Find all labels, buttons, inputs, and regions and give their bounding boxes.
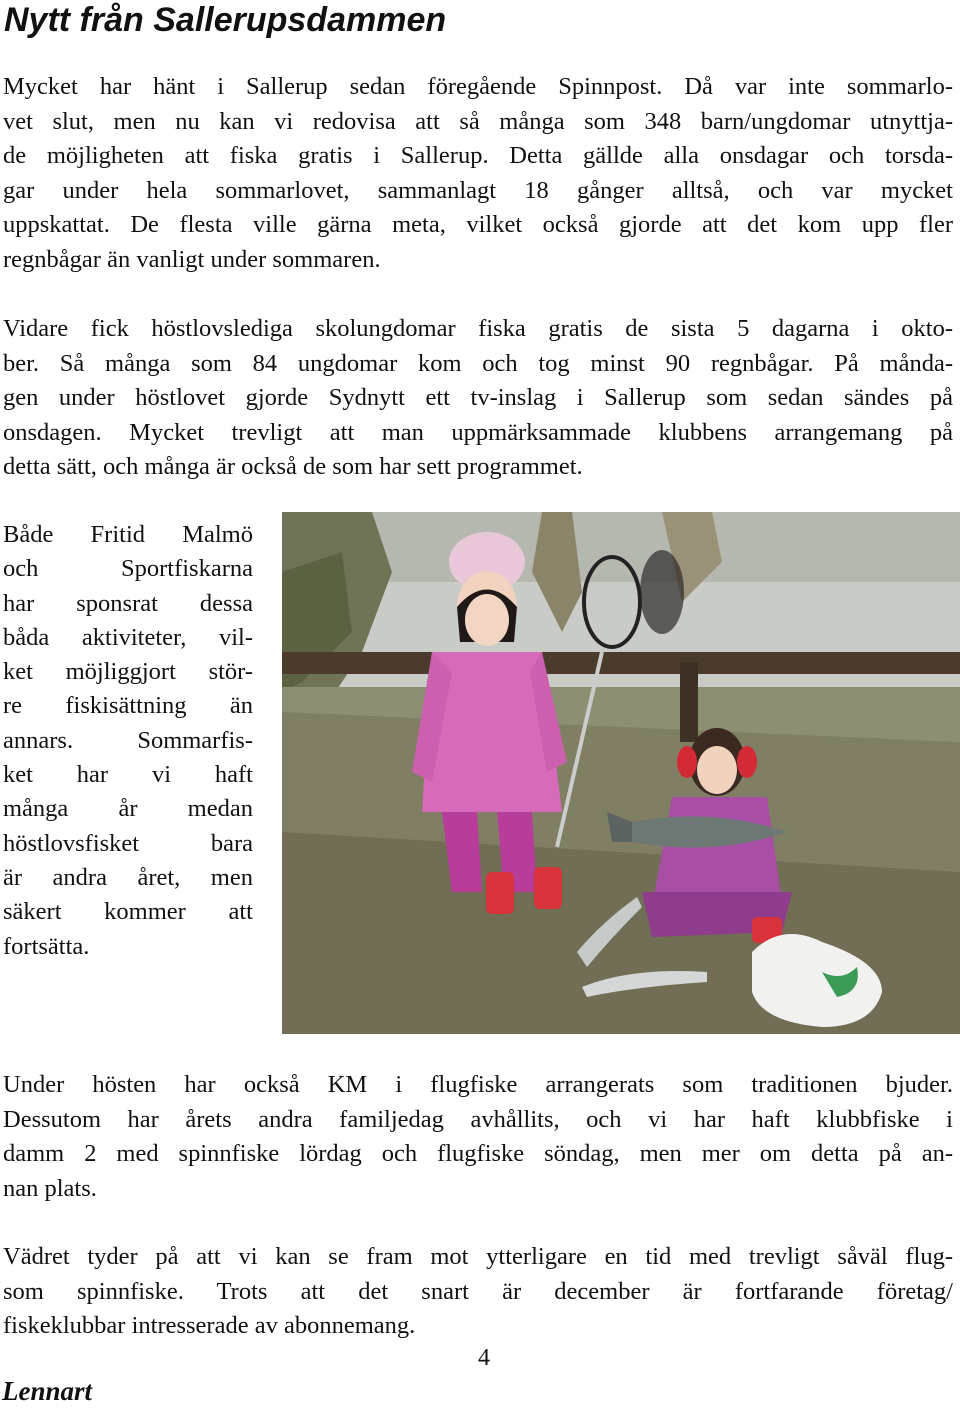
sidebar-line: många år medan <box>3 795 253 823</box>
author-signature: Lennart <box>2 1376 93 1406</box>
paragraph-line: gar under hela sommarlovet, sammanlagt 18 gånger alltså, och var mycket <box>3 176 953 204</box>
sidebar-line: båda aktiviteter, vil- <box>3 623 253 651</box>
paragraph-line: onsdagen. Mycket trevligt att man uppmärksammade klubbens arrangemang på <box>3 418 953 446</box>
paragraph-line: Vidare fick höstlovslediga skolungdomar fiska gratis de sista 5 dagarna i okto- <box>3 315 953 342</box>
sidebar-line: är andra året, men <box>3 863 253 891</box>
paragraph-line: damm 2 med spinnfiske lördag och flugfiske söndag, men mer om detta på an- <box>3 1140 953 1167</box>
paragraph-1 <box>3 70 953 277</box>
sidebar-line: har sponsrat dessa <box>3 589 253 617</box>
paragraph-line: vet slut, men nu kan vi redovisa att så många som 348 barn/ungdomar utnyttja- <box>3 107 953 135</box>
paragraph-line: Vädret tyder på att vi kan se fram mot ytterligare en tid med trevligt såväl flug- <box>3 1243 953 1270</box>
sidebar-line: annars. Sommarfis- <box>3 726 253 754</box>
sidebar-line: ket möjliggjort stör- <box>3 658 253 686</box>
paragraph-line: de möjligheten att fiska gratis i Sallerup. Detta gällde alla onsdagar och torsda- <box>3 142 953 169</box>
sidebar-line: ket har vi haft <box>3 761 253 789</box>
page-number: 4 <box>478 1345 490 1371</box>
sidebar-paragraph <box>3 518 253 964</box>
paragraph-line: gen under höstlovet gjorde Sydnytt ett tv-inslag i Sallerup som sedan sändes på <box>3 384 953 411</box>
paragraph-line: Mycket har hänt i Sallerup sedan föregående Spinnpost. Då var inte sommarlo- <box>3 73 953 100</box>
article-title: Nytt från Sallerupsdammen <box>4 1 447 39</box>
paragraph-line: uppskattat. De flesta ville gärna meta, vilket också gjorde att det kom upp fler <box>3 211 953 238</box>
sidebar-line: Både Fritid Malmö <box>3 521 253 548</box>
paragraph-3 <box>3 1068 953 1206</box>
sidebar-line: säkert kommer att <box>3 898 253 926</box>
paragraph-line: Under hösten har också KM i flugfiske arrangerats som traditionen bjuder. <box>3 1071 953 1098</box>
paragraph-line: regnbågar än vanligt under sommaren. <box>3 245 381 273</box>
paragraph-line: fiskeklubbar intresserade av abonnemang. <box>3 1312 416 1339</box>
paragraph-2 <box>3 312 953 485</box>
paragraph-line: detta sätt, och många är också de som har sett programmet. <box>3 453 583 480</box>
paragraph-line: nan plats. <box>3 1174 97 1202</box>
sidebar-line: och Sportfiskarna <box>3 555 253 583</box>
sidebar-line: höstlovsfisket bara <box>3 829 253 857</box>
sidebar-line: fortsätta. <box>3 932 90 960</box>
sidebar-line: re fiskisättning än <box>3 692 253 720</box>
paragraph-line: ber. Så många som 84 ungdomar kom och tog minst 90 regnbågar. På månda- <box>3 349 953 377</box>
paragraph-4 <box>3 1240 953 1344</box>
paragraph-line: som spinnfiske. Trots att det snart är december är fortfarande företag/ <box>3 1277 953 1305</box>
photo-children-with-trout <box>282 512 960 1034</box>
paragraph-line: Dessutom har årets andra familjedag avhållits, och vi har haft klubbfiske i <box>3 1105 953 1133</box>
